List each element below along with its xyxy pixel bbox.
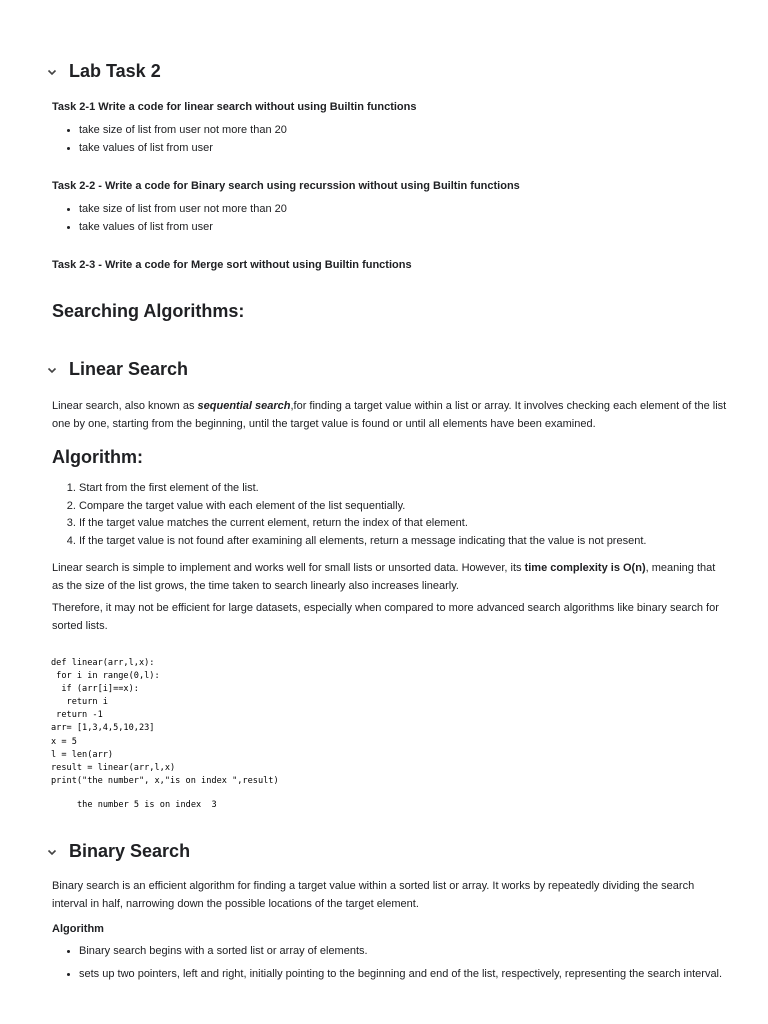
list-item: 4. If the target value is not found after examining all elements, return a message indicating that the value is not present. (79, 533, 646, 551)
task-heading: Task 2-2 - Write a code for Binary search using recurssion without using Builtin functions (52, 180, 520, 192)
list-item: 1. Start from the first element of the list. (79, 480, 646, 498)
emphasis-text: time complexity is O(n) (524, 562, 646, 574)
list-item: 3. If the target value matches the current element, return the index of that element. (79, 515, 646, 533)
section-header-linear-search[interactable] (44, 359, 188, 380)
section-header-binary-search[interactable] (44, 841, 190, 862)
emphasis-text: sequential search (197, 400, 291, 412)
efficiency-paragraph: Therefore, it may not be efficient for large datasets, especially when compared to more advanced search algorithms like binary search for sorted lists. (52, 602, 719, 632)
algorithm-label: Algorithm (52, 923, 104, 935)
chevron-down-icon[interactable] (44, 362, 60, 378)
list-item: 2. Compare the target value with each element of the list sequentially. (79, 498, 646, 516)
list-item: • take values of list from user (79, 219, 287, 237)
section-title: Linear Search (69, 359, 189, 379)
algorithm-heading: Algorithm: (52, 447, 143, 467)
linear-intro: Linear search, also known as sequential search,for finding a target value within a list or array. It involves checking each element of the list one by one, starting from the beginning, until the target value is found or until all elements have been examined. (52, 400, 727, 430)
section-title: Lab Task 2 (69, 61, 161, 81)
section-title: Binary Search (69, 841, 191, 861)
task-bullet-list (52, 122, 287, 157)
cell-output: the number 5 is on index 3 (77, 800, 217, 810)
list-item: • take values of list from user (79, 140, 287, 158)
page-heading: Searching Algorithms: (52, 301, 245, 321)
code-cell[interactable]: def linear(arr,l,x): for i in range(0,l): if (arr[i]==x): return i return -1 arr= [1,3,4,5,10,23] x = 5 l = len(arr) result = linear(arr,l,x) print("the number", x,"is on index ",result) (51, 658, 279, 786)
chevron-down-icon[interactable] (44, 844, 60, 860)
section-header-lab-task[interactable] (44, 61, 161, 82)
list-item: • Binary search begins with a sorted list or array of elements. (79, 943, 759, 961)
list-item: • take size of list from user not more than 20 (79, 122, 287, 140)
complexity-paragraph: Linear search is simple to implement and works well for small lists or unsorted data. However, its time complexity is O(n), meaning that as the size of the list grows, the time taken to search linearly also increases linearly. (52, 562, 716, 592)
task-heading: Task 2-1 Write a code for linear search without using Builtin functions (52, 101, 417, 113)
chevron-down-icon[interactable] (44, 64, 60, 80)
list-item: • sets up two pointers, left and right, initially pointing to the beginning and end of the list, respectively, representing the search interval. (79, 966, 759, 984)
binary-bullet-list (52, 943, 759, 983)
task-bullet-list (52, 201, 287, 236)
list-item: • take size of list from user not more than 20 (79, 201, 287, 219)
binary-intro: Binary search is an efficient algorithm for finding a target value within a sorted list or array. It works by repeatedly dividing the search interval in half, narrowing down the possible locations of the target element. (52, 880, 695, 910)
algorithm-steps (52, 480, 646, 550)
task-heading: Task 2-3 - Write a code for Merge sort without using Builtin functions (52, 259, 412, 271)
